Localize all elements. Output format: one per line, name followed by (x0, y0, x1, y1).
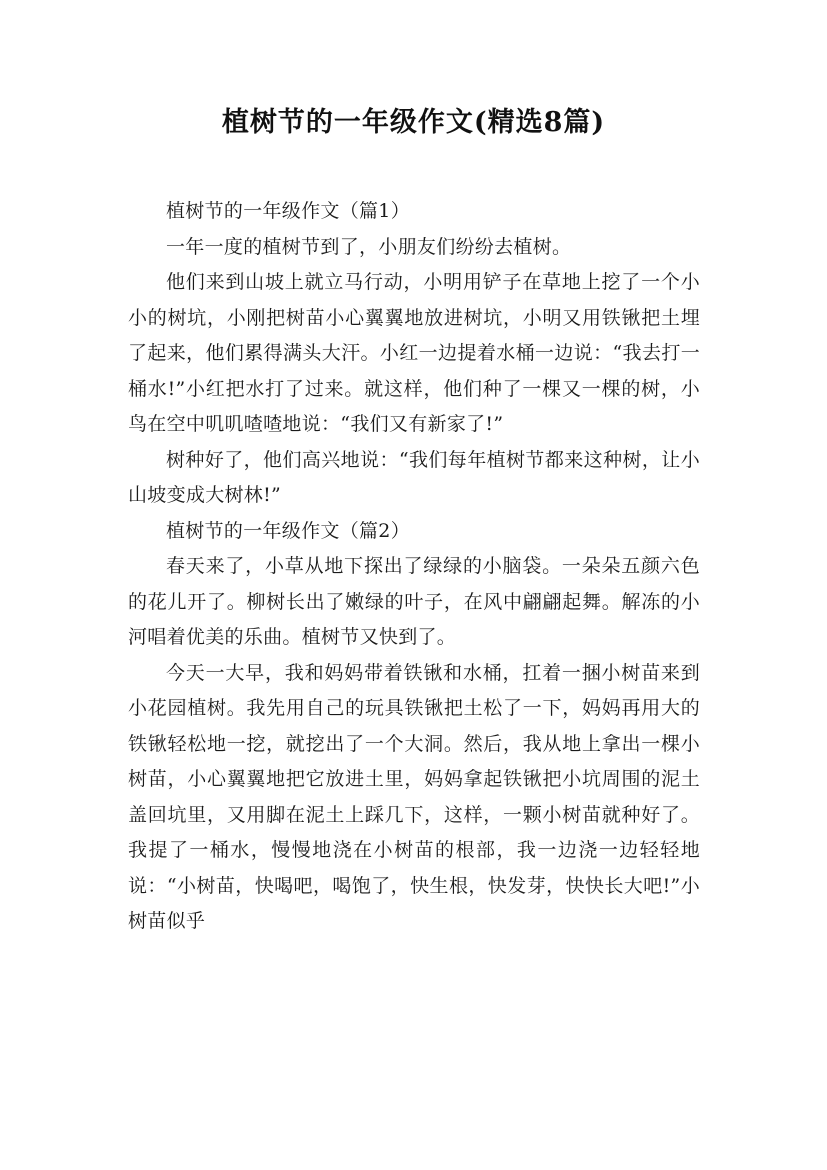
paragraph: 树种好了，他们高兴地说：“我们每年植树节都来这种树，让小山坡变成大树林!” (128, 448, 700, 506)
section-heading-2: 植树节的一年级作文（篇2） (166, 519, 410, 542)
paragraph: 他们来到山坡上就立马行动，小明用铲子在草地上挖了一个小小的树坑，小刚把树苗小心翼翼地放进树坑，小明又用铁锹把土埋了起来，他们累得满头大汗。小红一边提着水桶一边说：“我去打一桶水!”小红把水打了过来。就这样，他们种了一棵又一棵的树，小鸟在空中叽叽喳喳地说：“我们又有新家了!” (128, 271, 700, 435)
paragraph: 今天一大早，我和妈妈带着铁锹和水桶，扛着一捆小树苗来到小花园植树。我先用自己的玩具铁锹把土松了一下，妈妈再用大的铁锹轻松地一挖，就挖出了一个大洞。然后，我从地上拿出一棵小树苗，小心翼翼地把它放进土里，妈妈拿起铁锹把小坑周围的泥土盖回坑里，又用脚在泥土上踩几下，这样，一颗小树苗就种好了。我提了一桶水，慢慢地浇在小树苗的根部，我一边浇一边轻轻地说：“小树苗，快喝吧，喝饱了，快生根，快发芽，快快长大吧!”小树苗似乎 (128, 661, 700, 932)
document-title: 植树节的一年级作文(精选8篇) (221, 107, 606, 138)
paragraph: 一年一度的植树节到了，小朋友们纷纷去植树。 (166, 235, 572, 258)
document-body (128, 194, 700, 940)
paragraph: 春天来了，小草从地下探出了绿绿的小脑袋。一朵朵五颜六色的花儿开了。柳树长出了嫩绿的叶子，在风中翩翩起舞。解冻的小河唱着优美的乐曲。植树节又快到了。 (128, 555, 700, 648)
section-heading-1: 植树节的一年级作文（篇1） (166, 200, 410, 222)
